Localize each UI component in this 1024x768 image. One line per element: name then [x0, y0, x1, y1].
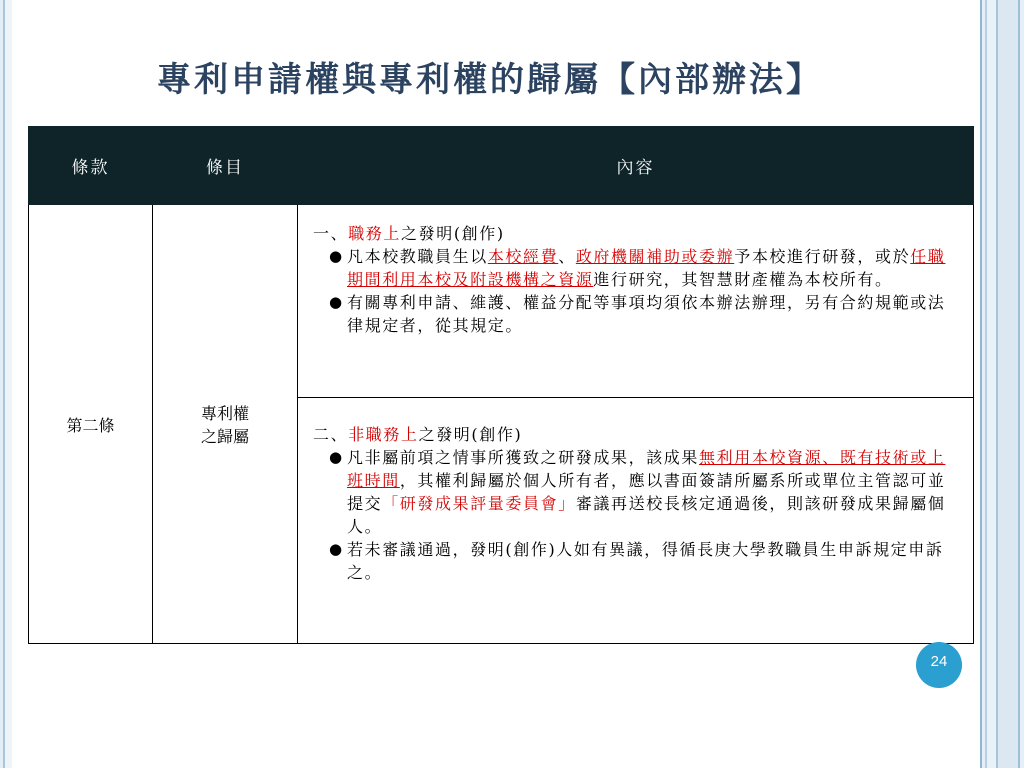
bullet-dot-icon: ● [329, 293, 344, 311]
page-number-badge: 24 [916, 642, 962, 688]
item-label-line1: 專利權 [200, 404, 249, 423]
regulation-table [28, 126, 974, 644]
table-header-row [29, 127, 974, 205]
item-cell [153, 205, 298, 644]
highlight-review-committee: 「研發成果評量委員會」 [382, 494, 576, 513]
header-item: 條目 [153, 127, 298, 205]
highlight-no-school-resources: 無利用本校資源、既有技術或上班時間 [347, 448, 946, 490]
bullet-dot-icon: ● [329, 448, 344, 466]
clause-cell [29, 205, 153, 644]
left-frame-border [0, 0, 12, 768]
header-content: 內容 [298, 127, 974, 205]
right-frame-border [978, 0, 1024, 768]
slide-title: 專利申請權與專利權的歸屬【內部辦法】 [157, 60, 823, 100]
section1-highlight: 職務上 [348, 224, 402, 243]
section2-highlight: 非職務上 [348, 425, 419, 444]
clause-label: 第二條 [66, 415, 115, 435]
section2-heading: 二、非職務上之發明(創作) [313, 425, 523, 444]
content-cell-section2 [298, 398, 974, 644]
section1-bullet2: ● 有關專利申請、維護、權益分配等事項均須依本辦法辦理，另有合約規範或法律規定者，從其規定。 [329, 293, 946, 335]
highlight-government-grants: 政府機關補助或委辦 [575, 247, 735, 266]
section2-bullet1: ● 凡非屬前項之情事所獲致之研發成果，該成果無利用本校資源、既有技術或上班時間，其權利歸屬於個人所有者，應以書面簽請所屬系所或單位主管認可並提交「研發成果評量委員會」審議再送校長核定通過後，則該研發成果歸屬個人。 [329, 448, 946, 536]
section1-bullet1: ● 凡本校教職員生以本校經費、政府機關補助或委辦予本校進行研發，或於任職期間利用本校及附設機構之資源進行研究，其智慧財產權為本校所有。 [329, 247, 946, 289]
table-row [29, 205, 974, 398]
bullet-dot-icon: ● [329, 247, 344, 265]
content-cell-section1 [298, 205, 974, 398]
highlight-school-funds: 本校經費 [487, 247, 559, 266]
header-clause: 條款 [29, 127, 153, 205]
section1-heading: 一、職務上之發明(創作) [313, 224, 505, 243]
bullet-dot-icon: ● [329, 540, 344, 558]
item-label-line2: 之歸屬 [200, 427, 249, 446]
highlight-school-resources: 任職期間利用本校及附設機構之資源 [347, 247, 946, 289]
section2-bullet2: ● 若未審議通過，發明(創作)人如有異議，得循長庚大學教職員生申訴規定申訴之。 [329, 540, 944, 582]
